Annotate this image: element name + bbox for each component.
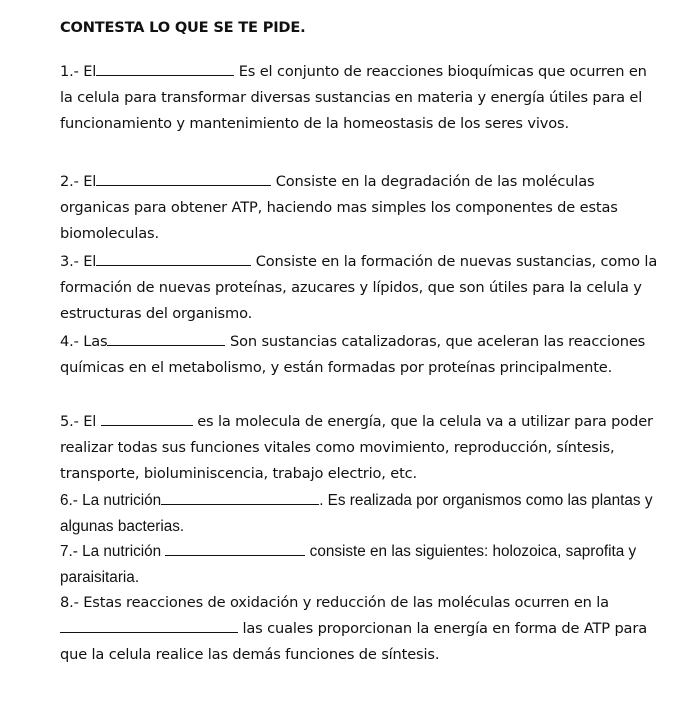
question-7-prefix: 7.- La nutrición <box>60 543 166 560</box>
question-6-text: . Es realizada por organismos como las plantas y algunas bacterias. <box>60 492 653 535</box>
question-5-text: es la molecula de energía, que la celula va a utilizar para poder realizar todas sus funciones vitales como movimiento, reproducción, síntesis, transporte, bioluminiscencia, trabajo electrio, etc. <box>60 413 653 483</box>
question-4-blank[interactable] <box>107 333 225 346</box>
question-3 <box>60 249 660 328</box>
question-7-blank[interactable] <box>165 543 305 556</box>
question-8-blank[interactable] <box>60 620 238 633</box>
question-1-text: Es el conjunto de reacciones bioquímicas que ocurren en la celula para transformar diversas sustancias en materia y energía útiles para el funcionamiento y mantenimiento de la homeostasis de los seres vivos. <box>60 63 647 133</box>
question-4 <box>60 329 660 381</box>
question-7-text: consiste en las siguientes: holozoica, saprofita y paraisitaria. <box>60 543 637 586</box>
question-3-blank[interactable] <box>96 253 251 266</box>
question-2-blank[interactable] <box>96 173 271 186</box>
question-1-prefix: 1.- El <box>60 63 97 80</box>
question-4-prefix: 4.- Las <box>60 333 108 350</box>
question-8-text: las cuales proporcionan la energía en forma de ATP para que la celula realice las demás funciones de síntesis. <box>60 620 647 664</box>
question-3-prefix: 3.- El <box>60 253 97 270</box>
question-5-prefix: 5.- El <box>60 413 101 430</box>
question-8-prefix: 8.- Estas reacciones de oxidación y reducción de las moléculas ocurren en la <box>60 594 609 611</box>
question-2 <box>60 169 660 248</box>
question-6-blank[interactable] <box>161 492 319 505</box>
question-5-blank[interactable] <box>101 413 193 426</box>
question-5 <box>60 409 660 488</box>
question-1 <box>60 59 660 138</box>
question-8 <box>60 590 660 669</box>
question-3-text: Consiste en la formación de nuevas sustancias, como la formación de nuevas proteínas, azucares y lípidos, que son útiles para la celula y estructuras del organismo. <box>60 253 658 323</box>
question-2-prefix: 2.- El <box>60 173 97 190</box>
question-6 <box>60 488 660 539</box>
question-1-blank[interactable] <box>96 63 234 76</box>
question-7 <box>60 539 660 590</box>
question-6-prefix: 6.- La nutrición <box>60 492 162 509</box>
worksheet-title: CONTESTA LO QUE SE TE PIDE. <box>60 19 306 36</box>
question-4-text: Son sustancias catalizadoras, que aceleran las reacciones químicas en el metabolismo, y están formadas por proteínas principalmente. <box>60 333 646 377</box>
question-2-text: Consiste en la degradación de las moléculas organicas para obtener ATP, haciendo mas simples los componentes de estas biomoleculas. <box>60 173 618 243</box>
